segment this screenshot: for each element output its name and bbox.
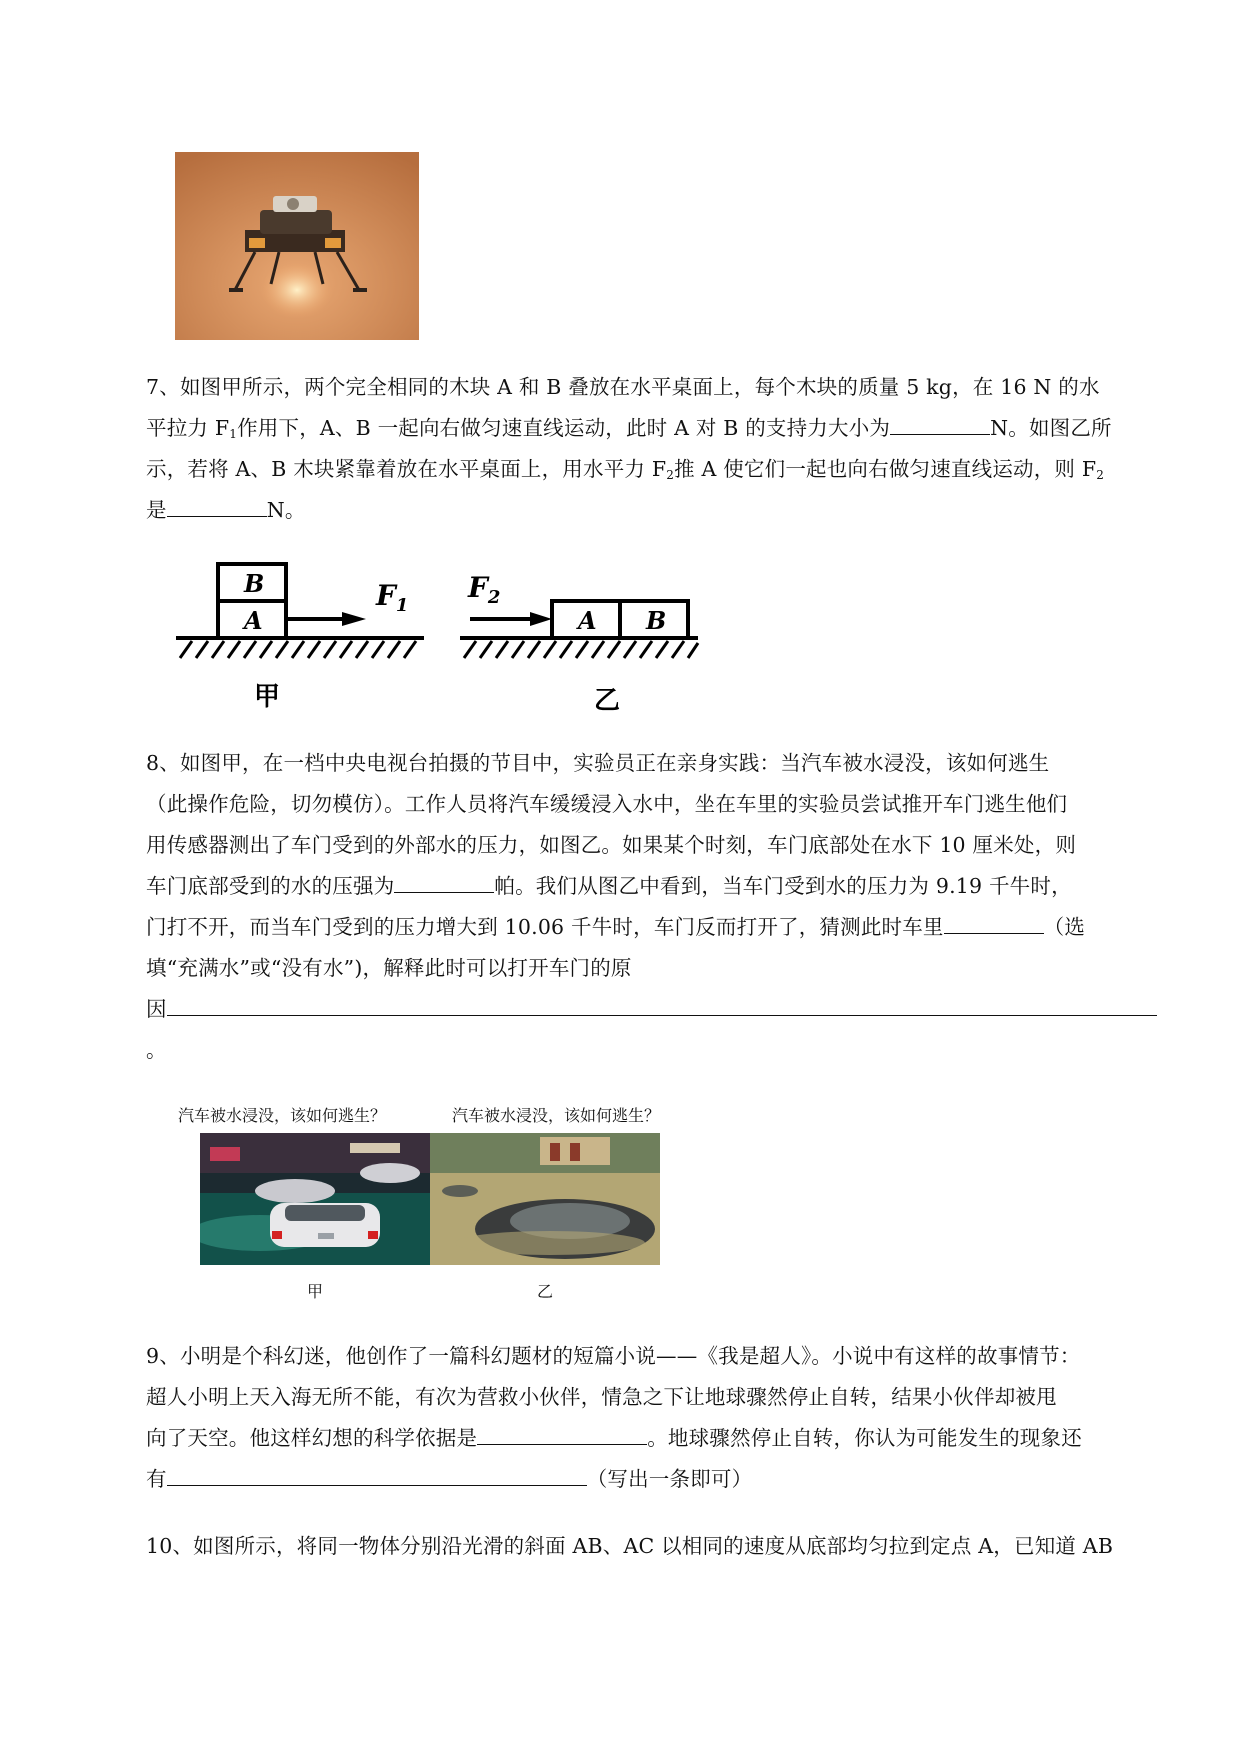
arrow-f2-head <box>530 612 552 626</box>
q8-line-8: 。 <box>146 1038 167 1062</box>
q8-line-5-part-b: （选 <box>1043 915 1086 939</box>
q9-line-3-part-b: 。地球骤然停止自转，你认为可能发生的现象还 <box>647 1426 1082 1450</box>
q8-line-7-part-a: 因 <box>146 997 167 1021</box>
label-yi: 乙 <box>594 686 621 715</box>
q8-line-5-part-a: 门打不开，而当车门受到的压力增大到 10.06 千牛时，车门反而打开了，猜测此时车里 <box>146 915 944 939</box>
q7-line-3-part-b: 推 A 使它们一起也向右做匀速直线运动，则 F <box>674 457 1097 481</box>
blocks-diagram <box>170 555 710 715</box>
q8-line-5 <box>146 907 1164 948</box>
ground-hatch-left <box>180 641 416 658</box>
q9-line-3 <box>146 1418 1164 1459</box>
question-7 <box>146 367 1164 531</box>
arrow-f1-head <box>342 612 366 626</box>
caption-right: 汽车被水浸没，该如何逃生？ <box>452 1106 661 1125</box>
answer-blank-support-force[interactable] <box>890 410 990 435</box>
question-10 <box>146 1526 1164 1567</box>
q7-figure <box>170 555 710 715</box>
question-9 <box>146 1336 1164 1500</box>
q7-line-1: 7、如图甲所示，两个完全相同的木块 A 和 B 叠放在水平桌面上，每个木块的质量 5 kg，在 16 N 的水 <box>146 375 1100 399</box>
label-f1: $F_1$ <box>376 579 409 616</box>
answer-blank-f2[interactable] <box>167 492 267 517</box>
question-8 <box>146 743 1164 1071</box>
q7-line-2-part-c: N。如图乙所 <box>990 416 1112 440</box>
day-flood-illustration <box>430 1133 660 1265</box>
q8-line-3: 用传感器测出了车门受到的外部水的压力，如图乙。如果某个时刻，车门底部处在水下 10 厘米处，则 <box>146 833 1077 857</box>
q8-line-4 <box>146 866 1164 907</box>
label-f2: $F_2$ <box>468 571 501 608</box>
q7-line-4-part-a: 是 <box>146 498 167 522</box>
q8-line-1: 8、如图甲，在一档中央电视台拍摄的节目中，实验员正在亲身实践：当汽车被水浸没，该如何逃生 <box>146 751 1050 775</box>
label-jia: 甲 <box>254 682 281 712</box>
q9-line-4-part-b: （写出一条即可） <box>586 1467 753 1491</box>
q8-line-6: 填“充满水”或“没有水”)，解释此时可以打开车门的原 <box>146 956 632 980</box>
q9-line-3-part-a: 向了天空。他这样幻想的科学依据是 <box>146 1426 478 1450</box>
answer-blank-phenomenon[interactable] <box>167 1461 587 1486</box>
q7-line-2-part-a: 平拉力 F <box>146 416 230 440</box>
caption-left: 汽车被水浸没，该如何逃生？ <box>178 1106 387 1125</box>
q9-line-4-part-a: 有 <box>146 1467 167 1491</box>
photo-label-jia: 甲 <box>307 1282 324 1301</box>
q9-line-1: 9、小明是个科幻迷，他创作了一篇科幻题材的短篇小说——《我是超人》。小说中有这样的故事情节： <box>146 1344 1081 1368</box>
answer-blank-water-inside[interactable] <box>944 909 1044 934</box>
q9-line-4 <box>146 1459 1164 1500</box>
ground-hatch-right <box>464 641 698 658</box>
q8-line-2: （此操作危险，切勿模仿）。工作人员将汽车缓缓浸入水中，坐在车里的实验员尝试推开车门逃生他们 <box>146 792 1068 816</box>
night-flood-illustration <box>200 1133 430 1265</box>
label-block-a-1: A <box>244 606 263 635</box>
label-block-a-2: A <box>578 606 597 635</box>
q9-line-2: 超人小明上天入海无所不能，有次为营救小伙伴，情急之下让地球骤然停止自转，结果小伙伴却被甩 <box>146 1385 1057 1409</box>
q7-line-3-part-a: 示，若将 A、B 木块紧靠着放在水平桌面上，用水平力 F <box>146 457 667 481</box>
q7-line-3 <box>146 449 1164 490</box>
answer-blank-pressure[interactable] <box>394 868 494 893</box>
q7-line-4 <box>146 490 1164 531</box>
q7-line-2 <box>146 408 1164 449</box>
q8-line-7 <box>146 989 1164 1030</box>
subscript-2: 2 <box>666 468 675 482</box>
label-block-b-2: B <box>646 606 667 635</box>
photo-label-yi: 乙 <box>537 1282 554 1301</box>
subscript-2b: 2 <box>1096 468 1105 482</box>
answer-blank-basis[interactable] <box>477 1420 647 1445</box>
flooded-car-photo-night <box>200 1133 430 1265</box>
answer-blank-reason[interactable] <box>167 991 1157 1016</box>
q8-line-4-part-a: 车门底部受到的水的压强为 <box>146 874 395 898</box>
flooded-car-photo-day <box>430 1133 660 1265</box>
subscript-1: 1 <box>229 427 238 441</box>
mars-lander-photo <box>175 152 419 340</box>
q10-line-1: 10、如图所示，将同一物体分别沿光滑的斜面 AB、AC 以相同的速度从底部均匀拉到定点 A，已知道 AB <box>146 1534 1114 1558</box>
q8-line-4-part-b: 帕。我们从图乙中看到，当车门受到水的压力为 9.19 千牛时， <box>494 874 1072 898</box>
label-block-b-1: B <box>244 569 265 598</box>
q7-line-4-part-b: N。 <box>266 498 306 522</box>
lander-illustration <box>175 152 419 340</box>
q7-line-2-part-b: 作用下，A、B 一起向右做匀速直线运动，此时 A 对 B 的支持力大小为 <box>237 416 891 440</box>
